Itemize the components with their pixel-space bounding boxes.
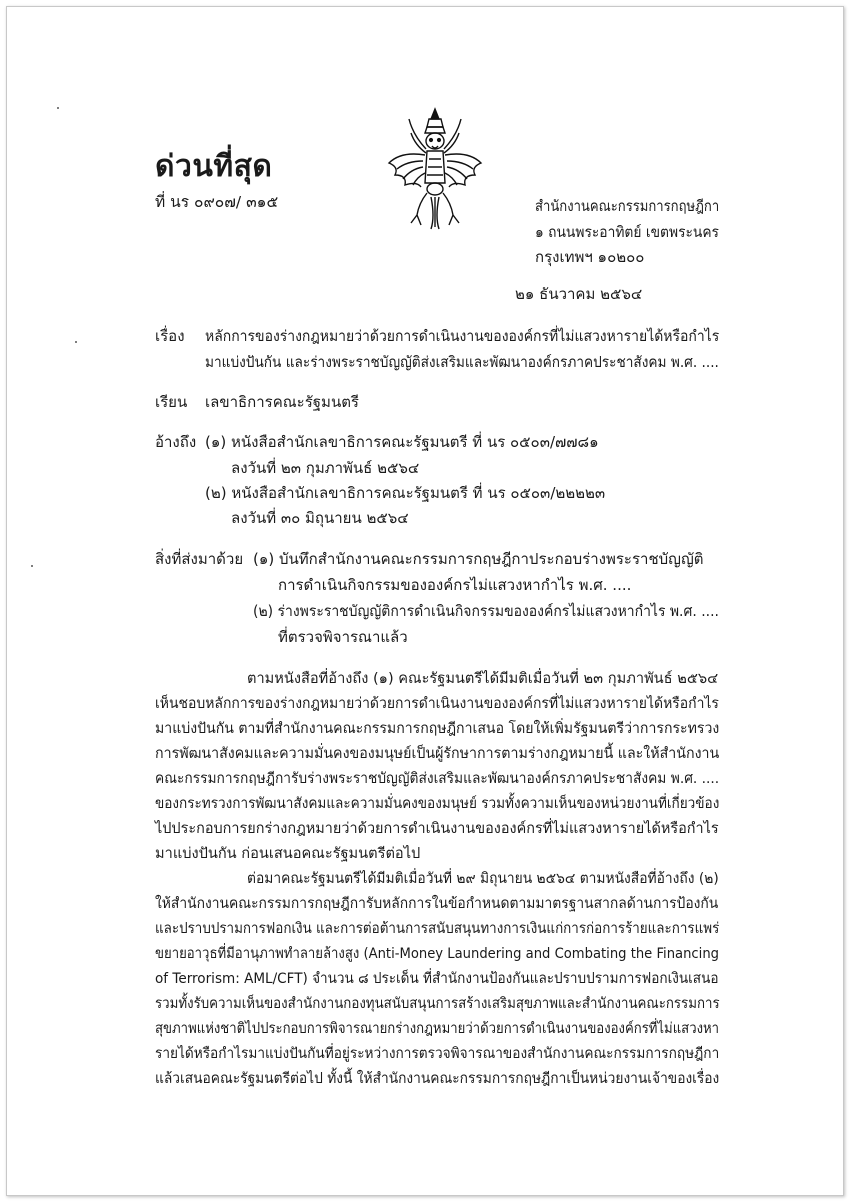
- subject-line-1: หลักการของร่างกฎหมายว่าด้วยการดำเนินงานขององค์กรที่ไม่แสวงหารายได้หรือกำไร: [205, 327, 720, 345]
- body-line: มาแบ่งปันกัน ตามที่สำนักงานคณะกรรมการกฤษฎีกาเสนอ โดยให้เพิ่มรัฐมนตรีว่าการกระทรวง: [155, 720, 720, 737]
- subject-line-2: มาแบ่งปันกัน และร่างพระราชบัญญัติส่งเสริมและพัฒนาองค์กรภาคประชาสังคม พ.ศ. ....: [205, 353, 719, 371]
- body-line: ตามหนังสือที่อ้างถึง (๑) คณะรัฐมนตรีได้มีมติเมื่อวันที่ ๒๓ กุมภาพันธ์ ๒๕๖๔: [247, 670, 719, 687]
- document-page: [6, 6, 844, 1196]
- reference-item: (๒) หนังสือสำนักเลขาธิการคณะรัฐมนตรี ที่ นร ๐๕๐๓/๒๒๒๒๓: [205, 484, 606, 502]
- body-line: ไปประกอบการยกร่างกฎหมายว่าด้วยการดำเนินงานขององค์กรที่ไม่แสวงหารายได้หรือกำไร: [155, 820, 719, 837]
- document-date: ๒๑ ธันวาคม ๒๕๖๔: [515, 285, 643, 303]
- address-line-1: สำนักงานคณะกรรมการกฤษฎีกา: [535, 197, 720, 215]
- enclosures-label: สิ่งที่ส่งมาด้วย: [155, 550, 244, 568]
- body-line: มาแบ่งปันกัน ก่อนเสนอคณะรัฐมนตรีต่อไป: [155, 845, 421, 862]
- recipient-label: เรียน: [155, 393, 188, 411]
- body-line: ให้สำนักงานคณะกรรมการกฤษฎีการับหลักการในข้อกำหนดตามมาตรฐานสากลด้านการป้องกัน: [155, 895, 719, 912]
- body-line: คณะกรรมการกฤษฎีการับร่างพระราชบัญญัติส่งเสริมและพัฒนาองค์กรภาคประชาสังคม พ.ศ. ....: [155, 770, 720, 787]
- scan-speck: [57, 107, 59, 109]
- address-line-3: กรุงเทพฯ ๑๐๒๐๐: [535, 248, 645, 266]
- enclosure-item: (๒) ร่างพระราชบัญญัติการดำเนินกิจกรรมขององค์กรไม่แสวงหากำไร พ.ศ. ....: [253, 602, 719, 620]
- enclosure-item-cont: ที่ตรวจพิจารณาแล้ว: [278, 628, 408, 646]
- reference-item: (๑) หนังสือสำนักเลขาธิการคณะรัฐมนตรี ที่ นร ๐๕๐๓/๗๗๘๑: [205, 433, 599, 451]
- body-line: และปราบปรามการฟอกเงิน และการต่อต้านการสนับสนุนทางการเงินแก่การก่อการร้ายและการแพร่: [155, 920, 720, 937]
- body-line: of Terrorism: AML/CFT) จำนวน ๘ ประเด็น ที่สำนักงานป้องกันและปราบปรามการฟอกเงินเสนอ: [155, 970, 719, 987]
- urgency-heading: ด่วนที่สุด: [155, 149, 273, 184]
- scan-speck: [75, 341, 77, 343]
- body-line: แล้วเสนอคณะรัฐมนตรีต่อไป ทั้งนี้ ให้สำนักงานคณะกรรมการกฤษฎีกาเป็นหน่วยงานเจ้าของเรื่อง: [155, 1070, 720, 1087]
- address-line-2: ๑ ถนนพระอาทิตย์ เขตพระนคร: [535, 223, 719, 241]
- body-line: ของกระทรวงการพัฒนาสังคมและความมั่นคงของมนุษย์ รวมทั้งความเห็นของหน่วยงานที่เกี่ยวข้อง: [155, 795, 720, 812]
- body-line: ขยายอาวุธที่มีอานุภาพทำลายล้างสูง (Anti-Money Laundering and Combating the Financing: [155, 945, 720, 962]
- document-number: ที่ นร ๐๙๐๗/ ๓๑๕: [155, 193, 279, 211]
- body-line: ต่อมาคณะรัฐมนตรีได้มีมติเมื่อวันที่ ๒๙ มิถุนายน ๒๕๖๔ ตามหนังสือที่อ้างถึง (๒): [247, 870, 719, 887]
- body-line: รวมทั้งรับความเห็นของสำนักงานกองทุนสนับสนุนการสร้างเสริมสุขภาพและสำนักงานคณะกรรมการ: [155, 995, 720, 1012]
- body-line: รายได้หรือกำไรมาแบ่งปันกันที่อยู่ระหว่างการตรวจพิจารณาของสำนักงานคณะกรรมการกฤษฎีกา: [155, 1045, 720, 1062]
- recipient-value: เลขาธิการคณะรัฐมนตรี: [205, 393, 359, 411]
- garuda-emblem-icon: [387, 105, 483, 231]
- body-line: สุขภาพแห่งชาติไปประกอบการพิจารณายกร่างกฎหมายว่าด้วยการดำเนินงานขององค์กรที่ไม่แสวงหา: [155, 1020, 720, 1037]
- enclosure-item: (๑) บันทึกสำนักงานคณะกรรมการกฤษฎีกาประกอบร่างพระราชบัญญัติ: [253, 550, 704, 568]
- scan-speck: [31, 565, 33, 567]
- enclosure-item-cont: การดำเนินกิจกรรมขององค์กรไม่แสวงหากำไร พ.ศ. ....: [278, 576, 632, 594]
- body-line: การพัฒนาสังคมและความมั่นคงของมนุษย์เป็นผู้รักษาการตามร่างกฎหมายนี้ และให้สำนักงาน: [155, 745, 720, 762]
- subject-label: เรื่อง: [155, 327, 185, 345]
- references-label: อ้างถึง: [155, 433, 197, 451]
- reference-item-date: ลงวันที่ ๒๓ กุมภาพันธ์ ๒๕๖๔: [231, 459, 420, 477]
- reference-item-date: ลงวันที่ ๓๐ มิถุนายน ๒๕๖๔: [231, 509, 409, 527]
- body-line: เห็นชอบหลักการของร่างกฎหมายว่าด้วยการดำเนินงานขององค์กรที่ไม่แสวงหารายได้หรือกำไร: [155, 695, 719, 712]
